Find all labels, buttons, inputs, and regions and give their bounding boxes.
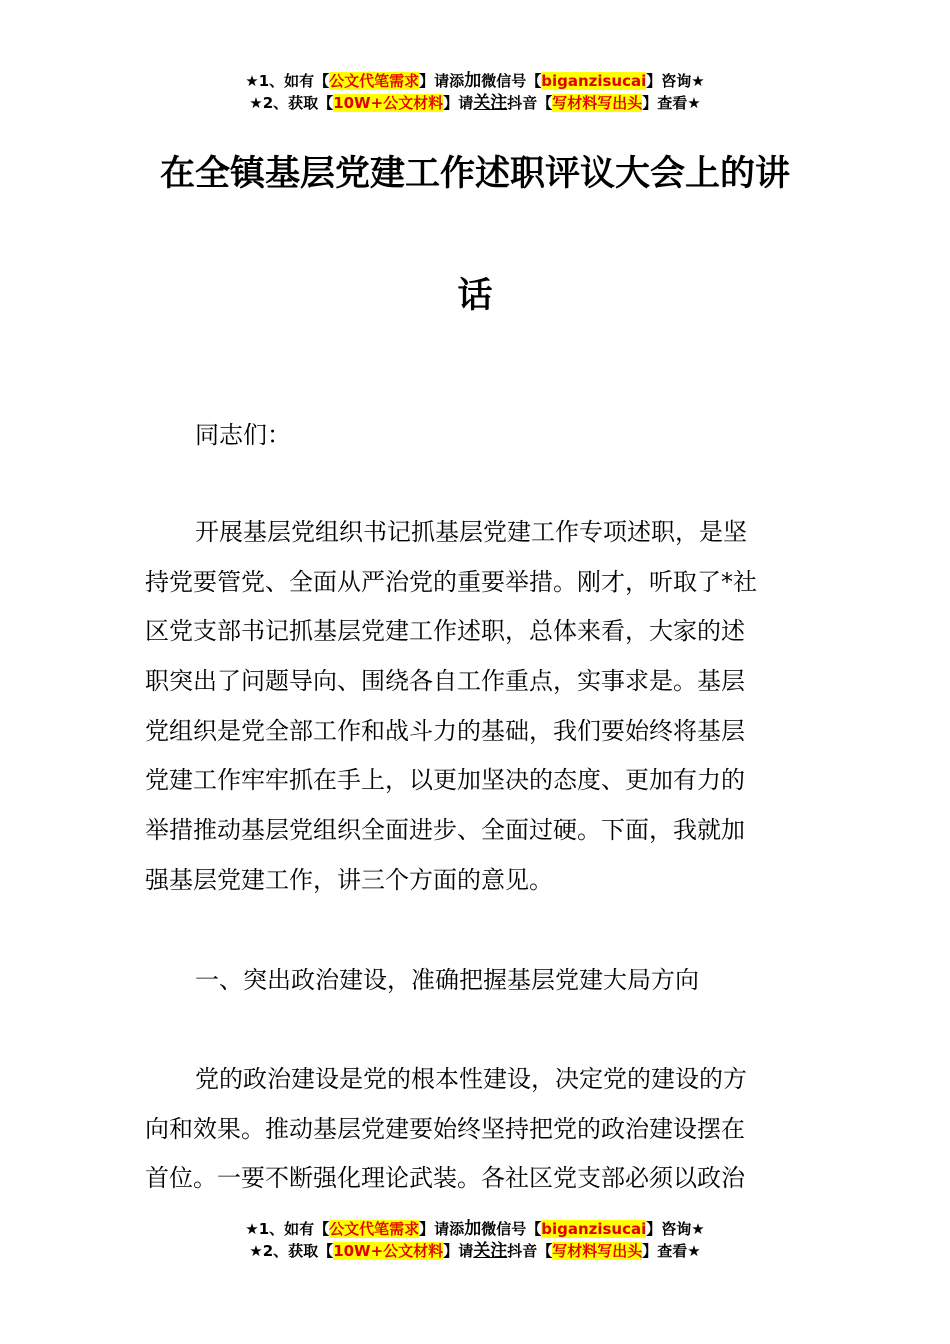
document-title-line-1: 在全镇基层党建工作述职评议大会上的讲 (159, 154, 790, 194)
salutation: 同志们： (195, 421, 291, 449)
paragraph-line: 党组织是党全部工作和战斗力的基础，我们要始终将基层 (145, 716, 745, 745)
paragraph-1 (145, 508, 810, 906)
bottom-banner (0, 1218, 950, 1262)
paragraph-line: 向和效果。推动基层党建要始终坚持把党的政治建设摆在 (145, 1114, 745, 1143)
paragraph-line: 开展基层党组织书记抓基层党建工作专项述职，是坚 (195, 518, 747, 546)
paragraph-line: 举措推动基层党组织全面进步、全面过硬。下面，我就加 (145, 816, 745, 845)
highlight-materials: 10W+公文材料 (333, 94, 444, 112)
highlight-service: 公文代笔需求 (329, 72, 420, 90)
paragraph-line: 职突出了问题导向、围绕各自工作重点，实事求是。基层 (145, 667, 745, 696)
banner-line-1: ★1、如有【公文代笔需求】请添加微信号【biganzisucai】咨询★ (245, 1219, 705, 1239)
highlight-service: 公文代笔需求 (329, 1220, 420, 1238)
banner-line-1: ★1、如有【公文代笔需求】请添加微信号【biganzisucai】咨询★ (245, 71, 705, 91)
top-banner (0, 70, 950, 114)
paragraph-line: 区党支部书记抓基层党建工作述职，总体来看，大家的述 (145, 617, 745, 646)
highlight-wechat-id: biganzisucai (541, 1220, 647, 1238)
highlight-douyin-account: 写材料写出头 (552, 94, 643, 112)
highlight-materials: 10W+公文材料 (333, 1242, 444, 1260)
highlight-wechat-id: biganzisucai (541, 72, 647, 90)
paragraph-line: 首位。一要不断强化理论武装。各社区党支部必须以政治 (145, 1164, 745, 1193)
paragraph-line: 强基层党建工作，讲三个方面的意见。 (145, 865, 553, 894)
document-title-line-2: 话 (457, 276, 493, 316)
paragraph-line: 持党要管党、全面从严治党的重要举措。刚才，听取了*社 (145, 567, 757, 596)
banner-line-2: ★2、获取【10W+公文材料】请关注抖音【写材料写出头】查看★ (249, 1241, 701, 1261)
highlight-douyin-account: 写材料写出头 (552, 1242, 643, 1260)
section-heading-1: 一、突出政治建设，准确把握基层党建大局方向 (195, 966, 699, 994)
banner-line-2: ★2、获取【10W+公文材料】请关注抖音【写材料写出头】查看★ (249, 93, 701, 113)
paragraph-line: 党建工作牢牢抓在手上，以更加坚决的态度、更加有力的 (145, 766, 745, 795)
paragraph-line: 党的政治建设是党的根本性建设，决定党的建设的方 (195, 1065, 747, 1093)
paragraph-2 (145, 1055, 810, 1204)
